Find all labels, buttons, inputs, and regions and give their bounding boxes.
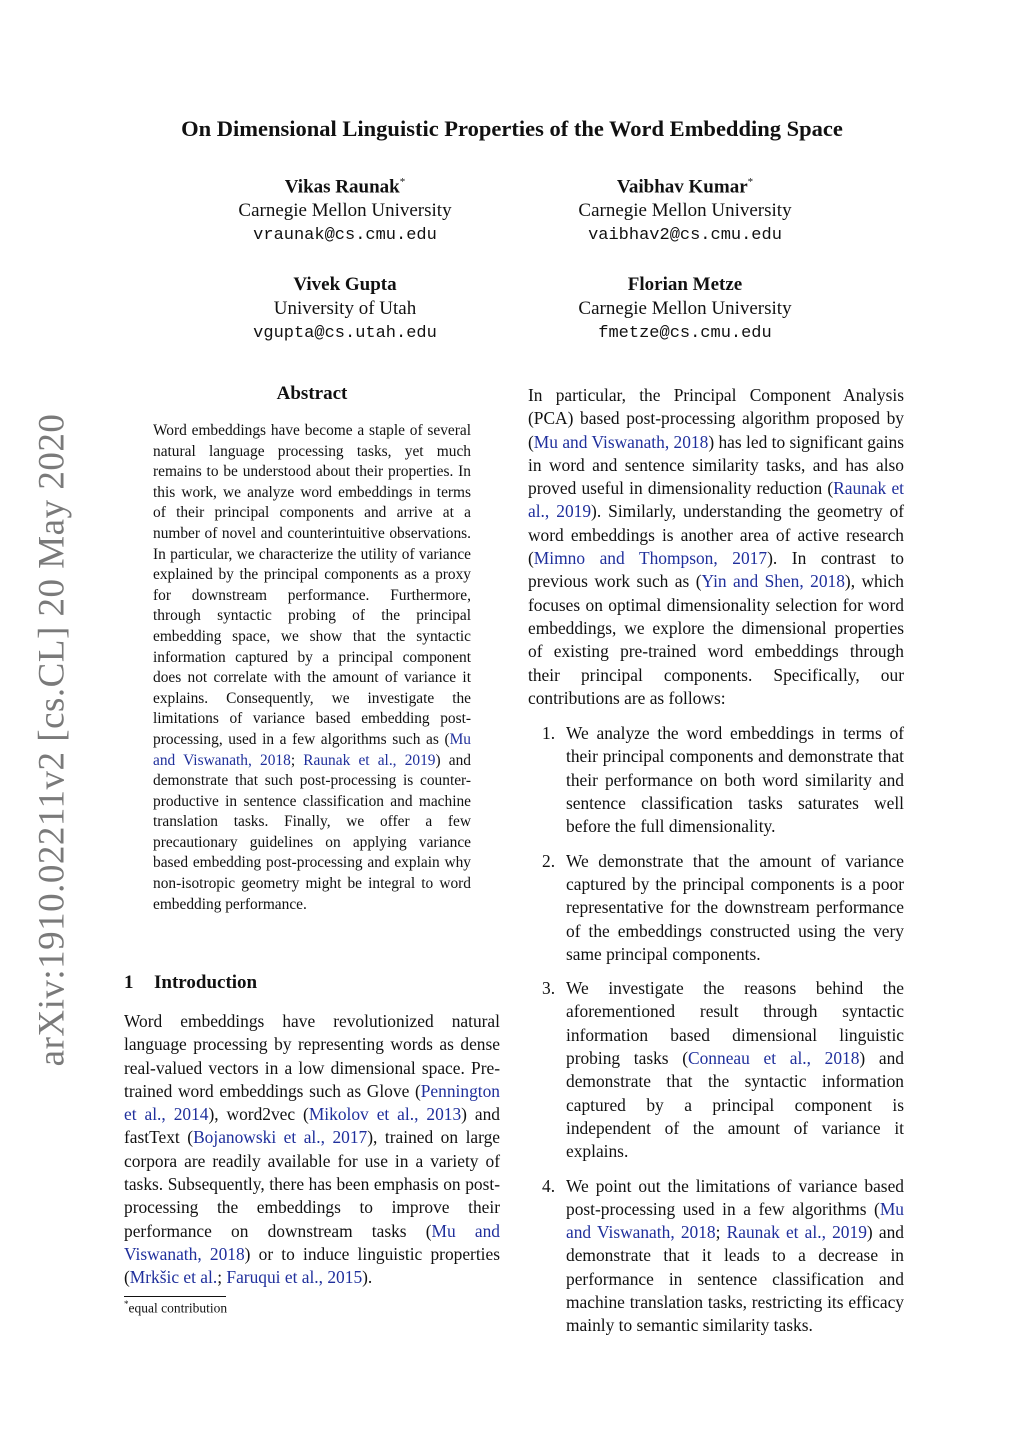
list-item: 1. We analyze the word embeddings in terms of their principal components and demonstrate that their performance on both word similarity and sentence classification tasks saturates well before the full dimensionality.: [542, 723, 904, 837]
citation-link[interactable]: Raunak et al., 2019: [303, 751, 436, 769]
citation-link[interactable]: Pennington et al., 2014: [124, 1080, 500, 1125]
author-affiliation: Carnegie Mellon University: [578, 298, 792, 319]
list-item: 3. We investigate the reasons behind the aforementioned result through syntactic information based dimensional linguistic probing tasks (Conneau et al., 2018) and demonstrate that the syntactic information captured by a principal component is independent of the amount of variance it explains.: [542, 978, 904, 1162]
citation-link[interactable]: Conneau et al., 2018: [688, 1048, 860, 1069]
arxiv-identifier: arXiv:1910.02211v2 [cs.CL] 20 May 2020: [31, 413, 73, 1067]
citation-link[interactable]: Raunak et al., 2019: [726, 1222, 867, 1243]
author-affiliation: University of Utah: [273, 298, 417, 319]
author-name: Florian Metze: [627, 274, 743, 295]
right-column: [528, 384, 904, 1349]
author-name: Vikas Raunak*: [284, 176, 406, 198]
citation-link[interactable]: Mu and Viswanath, 2018: [153, 730, 471, 769]
citation-link[interactable]: Yin and Shen, 2018: [701, 571, 845, 592]
author-email[interactable]: vgupta@cs.utah.edu: [253, 324, 437, 343]
footnote-divider: [124, 1296, 226, 1297]
contributions-list: [528, 722, 904, 1337]
citation-link[interactable]: Raunak et al., 2019: [528, 478, 904, 522]
author-block: [535, 170, 835, 248]
paragraph: In particular, the Principal Component Analysis (PCA) based post-processing algorithm proposed by (Mu and Viswanath, 2018) has led to significant gains in word and sentence similarity tasks, and has also proved useful in dimensionality reduction (Raunak et al., 2019). Similarly, understanding the geometry of word embeddings is another area of active research (Mimno and Thompson, 2017). In contrast to previous work such as (Yin and Shen, 2018), which focuses on optimal dimensionality selection for word embeddings, we explore the dimensional properties of existing pre-trained word embeddings through their principal components. Specifically, our contributions are as follows:: [528, 385, 904, 708]
author-affiliation: Carnegie Mellon University: [578, 200, 792, 222]
citation-link[interactable]: Faruqui et al., 2015: [226, 1267, 363, 1288]
introduction-text: Word embeddings have revolutionized natural language processing by representing words as dense real-valued vectors in a low dimensional space. Pre-trained word embeddings such as Glove (Pennington et al., 2014), word2vec (Mikolov et al., 2013) and fastText (Bojanowski et al., 2017), trained on large corpora are readily available for use in a variety of tasks. Subsequently, there has been emphasis on post-processing the embeddings to improve their performance on downstream tasks (Mu and Viswanath, 2018) or to induce linguistic properties (Mrkšic et al.; Faruqui et al., 2015).: [124, 1011, 501, 1288]
author-email[interactable]: vaibhav2@cs.cmu.edu: [588, 226, 782, 246]
citation-link[interactable]: Mikolov et al., 2013: [308, 1104, 462, 1125]
abstract-text: Word embeddings have become a staple of several natural language processing tasks, yet much remains to be understood about their properties. In this work, we analyze word embeddings in terms of their principal components and arrive at a number of novel and counterintuitive observations. In particular, we characterize the utility of variance explained by the principal components as a proxy for downstream performance. Furthermore, through syntactic probing of the principal embedding space, we show that the syntactic information captured by a principal component does not correlate with the amount of variance it explains. Consequently, we investigate the limitations of variance based embedding post-processing, used in a few algorithms such as (Mu and Viswanath, 2018; Raunak et al., 2019) and demonstrate that such post-processing is counter-productive in sentence classification and machine translation tasks. Finally, we offer a few precautionary guidelines on applying variance based embedding post-processing and explain why non-isotropic geometry might be integral to word embedding performance.: [153, 422, 471, 913]
author-name: Vaibhav Kumar*: [616, 176, 754, 198]
citation-link[interactable]: Mu and Viswanath, 2018: [124, 1220, 500, 1264]
list-item: 4. We point out the limitations of variance based post-processing used in a few algorithms (Mu and Viswanath, 2018; Raunak et al., 2019) and demonstrate that it leads to a decrease in performance in sentence classification and machine translation tasks, restricting its efficacy mainly to semantic similarity tasks.: [542, 1175, 904, 1336]
abstract-heading: Abstract: [276, 383, 348, 404]
author-email[interactable]: fmetze@cs.cmu.edu: [598, 324, 772, 343]
author-email[interactable]: vraunak@cs.cmu.edu: [253, 226, 437, 246]
author-affiliation: Carnegie Mellon University: [238, 200, 452, 222]
section-heading: 1 Introduction: [124, 972, 258, 993]
citation-link[interactable]: Mimno and Thompson, 2017: [533, 548, 768, 569]
list-item: 2. We demonstrate that the amount of variance captured by the principal components is a poor representative for the downstream performance of the embeddings constructed using the very same principal components.: [542, 850, 904, 964]
author-name: Vivek Gupta: [293, 274, 397, 295]
author-block: [535, 273, 835, 346]
author-block: [195, 273, 495, 346]
citation-link[interactable]: Bojanowski et al., 2017: [193, 1127, 368, 1148]
footnote: *equal contribution: [124, 1299, 228, 1316]
citation-link[interactable]: Mrkšic et al.: [129, 1267, 218, 1288]
citation-link[interactable]: Mu and Viswanath, 2018: [533, 431, 709, 452]
citation-link[interactable]: Mu and Viswanath, 2018: [566, 1198, 904, 1243]
author-block: [195, 170, 495, 248]
paper-title: On Dimensional Linguistic Properties of the Word Embedding Space: [181, 116, 843, 141]
